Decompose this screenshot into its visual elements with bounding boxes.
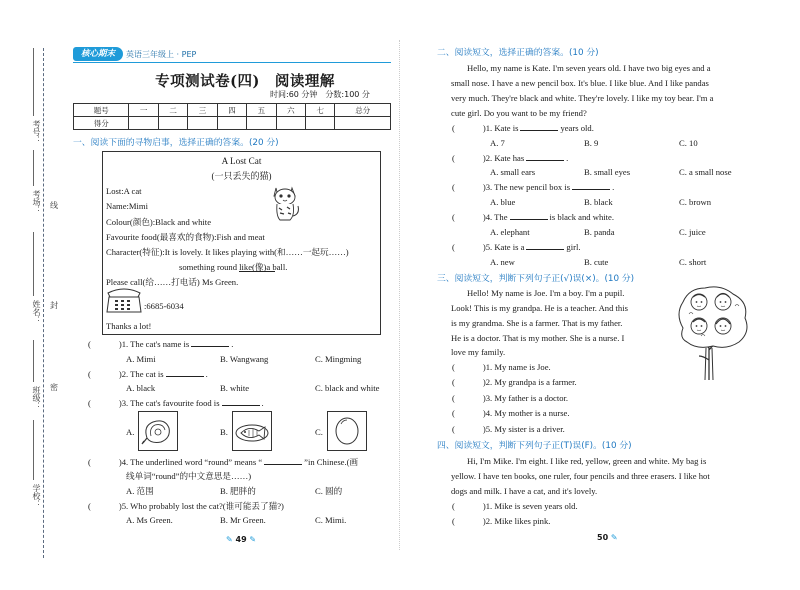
- score-entry[interactable]: [129, 117, 158, 130]
- score-entry[interactable]: [188, 117, 217, 130]
- answer-blank[interactable]: [520, 123, 558, 131]
- answer-blank[interactable]: [222, 398, 260, 406]
- notice-line: something round like(像)a ball.: [179, 262, 288, 272]
- judge-4-2: ( )2. Mike likes pink.: [452, 516, 551, 526]
- class-label: 班级：: [32, 386, 41, 410]
- score-entry[interactable]: [158, 117, 187, 130]
- option-a[interactable]: A. Ms Green.: [126, 515, 173, 525]
- score-cell: 一: [129, 104, 158, 117]
- question-1-2: ( )2. The cat is .: [88, 369, 208, 379]
- passage-line: is my grandma. She is a farmer. That is my father.: [451, 318, 623, 328]
- notice-line: Name:Mimi: [106, 201, 149, 211]
- option-b[interactable]: B. Mr Green.: [220, 515, 266, 525]
- judge-3-1: ( )1. My name is Joe.: [452, 362, 551, 372]
- question-1-1: ( )1. The cat's name is .: [88, 339, 234, 349]
- answer-blank[interactable]: [264, 457, 302, 465]
- option-a[interactable]: A. small ears: [490, 167, 536, 177]
- exam-number-blank: [33, 48, 34, 116]
- question-2-5: ( )5. Kate is a girl.: [452, 242, 581, 252]
- option-c[interactable]: C. a small nose: [679, 167, 732, 177]
- judge-3-4: ( )4. My mother is a nurse.: [452, 408, 570, 418]
- passage-line: He is a doctor. That is my mother. She is a nurse. I: [451, 333, 625, 343]
- option-c[interactable]: C. 圆的: [315, 486, 343, 496]
- round-underline: [239, 271, 275, 272]
- option-b[interactable]: B. Wangwang: [220, 354, 269, 364]
- option-b[interactable]: B. white: [220, 383, 250, 393]
- book-subtitle: 英语三年级上 · PEP: [126, 50, 197, 59]
- section-2-title: 二、阅读短文，选择正确的答案。(10 分): [437, 48, 599, 58]
- judge-3-2: ( )2. My grandpa is a farmer.: [452, 377, 577, 387]
- passage-line: cute girl. Do you want to be my friend?: [451, 108, 587, 118]
- egg-ball-icon: [328, 412, 366, 450]
- passage-line: Hi, I'm Mike. I'm eight. I like red, yellow, green and white. My bag is: [467, 456, 707, 466]
- score-cell: 五: [247, 104, 276, 117]
- judge-3-3: ( )3. My father is a doctor.: [452, 393, 569, 403]
- option-c[interactable]: C. black and white: [315, 383, 380, 393]
- question-2-3: ( )3. The new pencil box is .: [452, 182, 615, 192]
- question-1-4: ( )4. The underlined word “round” means “ ”in Chinese.(画: [88, 457, 359, 467]
- notice-title: A Lost Cat: [221, 156, 262, 166]
- section-1-title: 一、阅读下面的寻物启事，选择正确的答案。(20 分): [73, 138, 279, 148]
- option-b[interactable]: B. 肥胖的: [220, 486, 256, 496]
- header-rule: [73, 62, 391, 63]
- seal-char-line: 线: [50, 201, 58, 210]
- fish-picture: [232, 411, 272, 451]
- section-3-title: 三、阅读短文，判断下列句子正(√)误(×)。(10 分): [437, 274, 635, 284]
- passage-line: small nose. I have a new pencil box. It's blue. I like blue. And I like pandas: [451, 78, 709, 88]
- answer-blank[interactable]: [510, 212, 548, 220]
- page-divider: [399, 40, 400, 550]
- page-number-right: 50 ✎: [597, 533, 618, 542]
- passage-line: love my family.: [451, 347, 506, 357]
- question-2-2: ( )2. Kate has .: [452, 153, 569, 163]
- option-c[interactable]: C. juice: [679, 227, 706, 237]
- judge-3-5: ( )5. My sister is a driver.: [452, 424, 565, 434]
- score-entry[interactable]: [247, 117, 276, 130]
- fish-dish-icon: [233, 412, 271, 450]
- class-blank: [33, 340, 34, 382]
- question-2-1: ( )1. Kate is years old.: [452, 123, 594, 133]
- score-row-label: 得分: [74, 117, 129, 130]
- notice-line: Colour(颜色):Black and white: [106, 217, 212, 227]
- option-a[interactable]: A. elephant: [490, 227, 530, 237]
- cat-illustration: [268, 182, 302, 224]
- binding-dashed-line: [43, 48, 44, 558]
- answer-blank[interactable]: [191, 339, 229, 347]
- score-entry[interactable]: [335, 117, 391, 130]
- page-title: 专项测试卷(四) 阅读理解: [155, 73, 335, 90]
- notice-line: Please call(给……打电话) Ms Green.: [106, 277, 239, 287]
- judge-4-1: ( )1. Mike is seven years old.: [452, 501, 578, 511]
- option-b[interactable]: B.: [220, 427, 228, 437]
- option-c[interactable]: C.: [315, 427, 323, 437]
- option-a[interactable]: A. new: [490, 257, 515, 267]
- section-4-title: 四、阅读短文，判断下列句子正(T)误(F)。(10 分): [437, 441, 632, 451]
- exam-room-blank: [33, 150, 34, 186]
- passage-line: dogs and milk. I have a cat, and it's lovely.: [451, 486, 598, 496]
- telephone-icon: [105, 285, 143, 315]
- meat-picture: [138, 411, 178, 451]
- answer-blank[interactable]: [526, 242, 564, 250]
- option-a[interactable]: A. 范围: [126, 486, 154, 496]
- option-c[interactable]: C. brown: [679, 197, 711, 207]
- option-c[interactable]: C. short: [679, 257, 707, 267]
- exam-number-label: 考号：: [32, 120, 41, 144]
- option-b[interactable]: B. black: [584, 197, 613, 207]
- notice-title-cn: (一只丢失的猫): [211, 171, 272, 181]
- score-cell: 题号: [74, 104, 129, 117]
- notice-line: Favourite food(最喜欢的食物):Fish and meat: [106, 232, 265, 242]
- score-cell: 四: [217, 104, 246, 117]
- passage-line: Hello, my name is Kate. I'm seven years old. I have two big eyes and a: [467, 63, 711, 73]
- score-entry[interactable]: [276, 117, 305, 130]
- option-c[interactable]: C. 10: [679, 138, 698, 148]
- score-cell: 二: [158, 104, 187, 117]
- passage-line: yellow. I have ten books, one ruler, four pencils and three erasers. I like hot: [451, 471, 710, 481]
- notice-line: Character(特征):It is lovely. It likes playing with(和……一起玩……): [106, 247, 349, 257]
- question-2-4: ( )4. The is black and white.: [452, 212, 614, 222]
- answer-blank[interactable]: [166, 369, 204, 377]
- ball-picture: [327, 411, 367, 451]
- family-tree-illustration: [675, 284, 751, 382]
- option-b[interactable]: B. 9: [584, 138, 599, 148]
- passage-line: Look! This is my grandpa. He is a teacher. And this: [451, 303, 628, 313]
- question-1-4-line2: 线单词“round”的中文意思是……): [126, 471, 252, 481]
- option-b[interactable]: B. cute: [584, 257, 609, 267]
- score-entry[interactable]: [306, 117, 335, 130]
- time-score-info: 时间:60 分钟 分数:100 分: [270, 90, 370, 99]
- notice-phone: :6685-6034: [144, 301, 184, 311]
- notice-thanks: Thanks a lot!: [106, 321, 152, 331]
- score-cell: 总分: [335, 104, 391, 117]
- question-1-5: ( )5. Who probably lost the cat?(谁可能丢了猫?): [88, 501, 284, 511]
- option-a[interactable]: A. black: [126, 383, 156, 393]
- seal-char-seal: 封: [50, 301, 58, 310]
- score-cell: 六: [276, 104, 305, 117]
- option-c[interactable]: C. Mingming: [315, 354, 362, 364]
- score-table: [73, 103, 391, 130]
- school-blank: [33, 420, 34, 480]
- option-a[interactable]: A. blue: [490, 197, 516, 207]
- option-b[interactable]: B. panda: [584, 227, 615, 237]
- score-entry[interactable]: [217, 117, 246, 130]
- student-name-label: 姓名：: [32, 300, 41, 324]
- score-cell: 三: [188, 104, 217, 117]
- score-cell: 七: [306, 104, 335, 117]
- answer-blank[interactable]: [526, 153, 564, 161]
- option-c[interactable]: C. Mimi.: [315, 515, 347, 525]
- score-table-header-row: [74, 104, 391, 117]
- answer-blank[interactable]: [572, 182, 610, 190]
- score-table-score-row: [74, 117, 391, 130]
- brand-logo: 核心期末: [73, 47, 123, 61]
- question-1-3: ( )3. The cat's favourite food is .: [88, 398, 264, 408]
- notice-line: Lost:A cat: [106, 186, 142, 196]
- school-label: 学校：: [32, 484, 41, 508]
- exam-room-label: 考场：: [32, 190, 41, 214]
- passage-line: Hello! My name is Joe. I'm a boy. I'm a pupil.: [467, 288, 625, 298]
- student-name-blank: [33, 232, 34, 296]
- option-a[interactable]: A.: [126, 427, 135, 437]
- meat-icon: [139, 412, 177, 450]
- option-a[interactable]: A. Mimi: [126, 354, 156, 364]
- passage-line: very much. They're black and white. They're lovely. I like my toy bear. I'm a: [451, 93, 714, 103]
- option-a[interactable]: A. 7: [490, 138, 505, 148]
- page-number-left: ✎ 49 ✎: [226, 535, 257, 544]
- seal-char-secret: 密: [50, 383, 58, 392]
- option-b[interactable]: B. small eyes: [584, 167, 631, 177]
